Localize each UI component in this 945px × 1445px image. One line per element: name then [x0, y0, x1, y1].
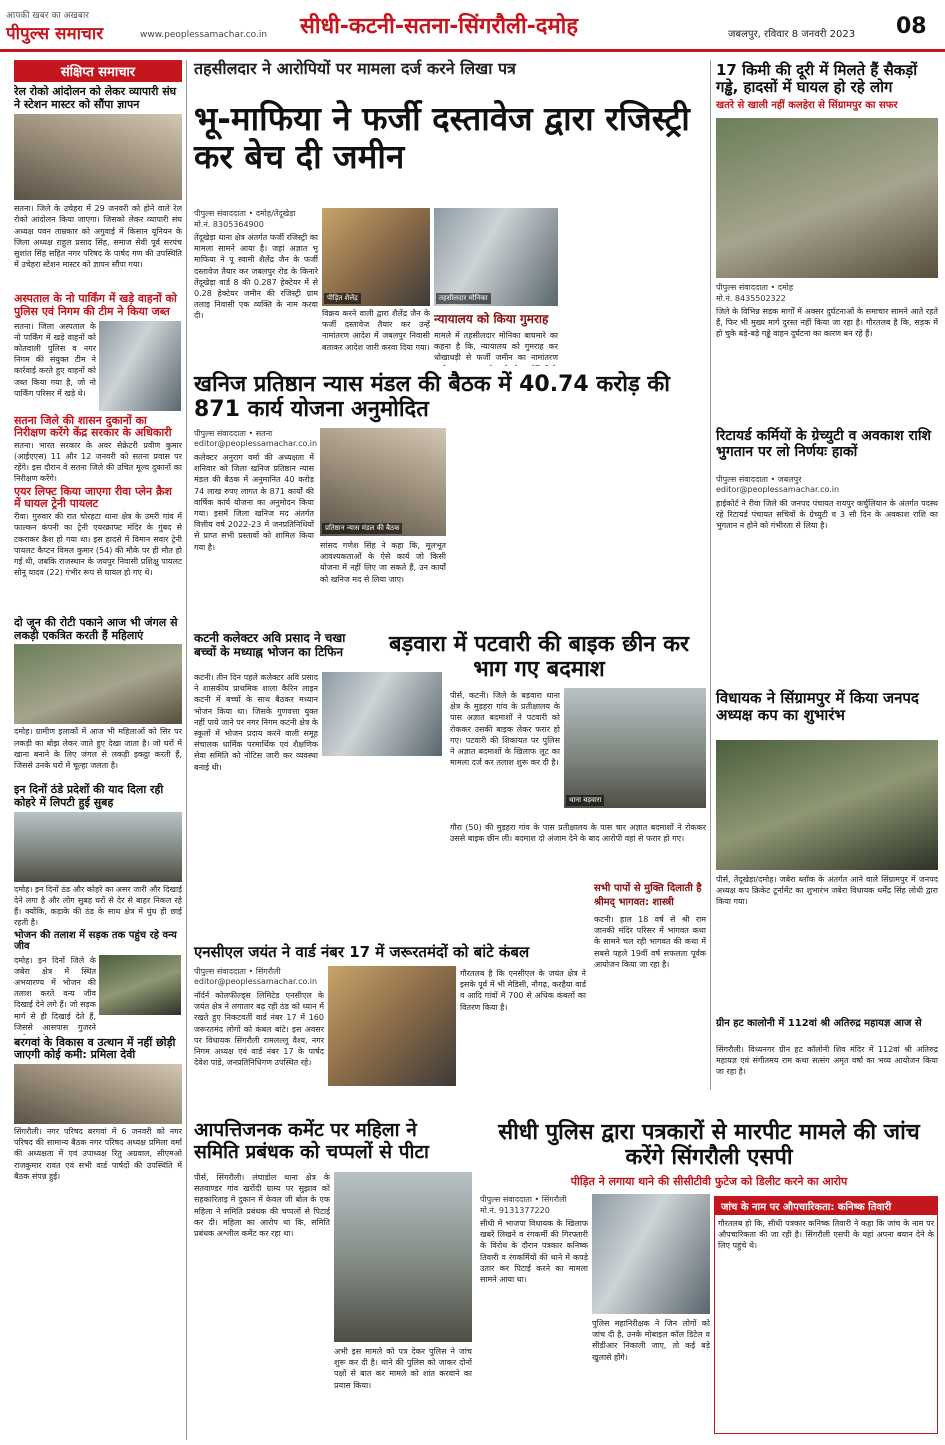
chappal-photo [334, 1172, 472, 1342]
khanij-email: editor@peoplessamachar.co.in [194, 439, 318, 448]
cricket-headline: विधायक ने सिंग्रामपुर में किया जनपद अध्यक्ष कप का शुभारंभ [716, 689, 919, 725]
brief-8-text: सिंगरौली। नगर परिषद बरगवां में 6 जनवरी को नगर परिषद की सामान्य बैठक नगर परिषद अध्यक्ष प्रमिला वर्मा की अध्यक्षता में एवं उपाध्यक्ष रितु अग्रवाल, सीएमओ राजकुमार रावत एवं सभी वार्ड पार्षदों की उपस्थिति में बैठक संपन्न हुई। [14, 1126, 182, 1181]
page-header [0, 0, 945, 52]
lead-mobile: मो.नं. 8305364900 [194, 220, 264, 229]
brief-4-text: रीवा। गुरुवार की रात चोरहटा थाना क्षेत्र के उमरी गांव में फाल्कन कंपनी का ट्रेनी एयरक्राफ्ट मंदिर के गुंबद से टकराकर क्रैश हो गया था। इस हादसे में विमान सवार ट्रेनी पायलट कैप्टन विमल कुमार (54) की मौके पर ही मौत हो गई थी, जबकि राजस्थान के जयपुर निवासी प्रशिक्षु पायलट सोनू यादव (22) गंभीर रूप से घायल हो गए थे। [14, 512, 182, 578]
dateline: जबलपुर, रविवार 8 जनवरी 2023 [728, 29, 856, 40]
masthead [6, 8, 103, 44]
brief-2-photo [99, 321, 181, 411]
briefs-section-title: संक्षिप्त समाचार [14, 60, 182, 82]
brief-6-photo [14, 812, 182, 882]
khanij-text-2: सांसद गणेश सिंह ने कहा कि, मूलभूत आवश्यकताओं के ऐसे कार्य जो किसी योजना में नहीं लिए जा सकते हैं, उन कार्यों को खनिज मद से लिया जाए। [320, 541, 446, 584]
badwara-photo-caption: थाना बड़वारा [566, 795, 604, 806]
badwara-text: पीर्स, कटनी। जिले के बड़वारा थाना क्षेत्र के मुड़हरा गांव के प्रतीक्षालय के पास अज्ञात बदमाशों ने पटवारी को रोककर उसकी बाइक लेकर फरार हो गए। पटवारी की शिकायत पर पुलिस ने अज्ञात बदमाशों के खिलाफ लूट का मामला दर्ज कर तलाश शुरू कर दी है। [450, 691, 560, 768]
bhagwat-text: कटनी। हाल 18 वर्ष से श्री राम जानकी मंदिर परिसर में भागवत कथा के सामने चल रही भागवत की कथा में सबसे पहले 19वीं वर्ष सफलता पूर्वक आयोजन किया जा रहा है। [594, 915, 706, 969]
brief-7-photo [99, 955, 181, 1015]
badwara-headline: बड़वारा में पटवारी की बाइक छीन कर भाग गए बदमाश [388, 632, 690, 683]
brief-8-headline: बरगवां के विकास व उत्थान में नहीं छोड़ी जाएगी कोई कमी: प्रमिला देवी [14, 1035, 176, 1062]
sidhi-byline: पीपुल्स संवाददाता • सिंगरौली [480, 1195, 567, 1204]
roads-byline: पीपुल्स संवाददाता • दमोह [716, 283, 794, 292]
badwara-text-2: गौरा (50) की मुड़हरा गांव के पास प्रतीक्षालय के पास चार अज्ञात बदमाशों ने रोककर उससे बाइक छीन ली। बदमाश दो अंजाम देने के बाद आरोपी वहां से फरार हो गए। [450, 823, 706, 844]
brief-3-headline: सतना जिले की शासन दुकानों का निरीक्षण करेंगे केंद्र सरकार के अधिकारी [14, 413, 172, 440]
ncl-headline: एनसीएल जयंत ने वार्ड नंबर 17 में जरूरतमंदों को बांटे कंबल [194, 943, 530, 961]
edition-cities: सीधी-कटनी-सतना-सिंगरौली-दमोह [300, 14, 579, 39]
gratuity-email: editor@peoplessamachar.co.in [716, 485, 840, 494]
yagya-text: सिंगरौली। विध्यनगर ग्रीन हट कॉलोनी शिव मंदिर में 112वां श्री अतिरुद्र महायज्ञ एवं संगीतमय राम कथा सत्संग अमृत वर्षा का भव्य आयोजन किया जा रहा है। [716, 1045, 938, 1077]
brief-1-headline: रेल रोको आंदोलन को लेकर व्यापारी संघ ने स्टेशन मास्टर को सौंपा ज्ञापन [14, 85, 177, 111]
katni-photo [322, 672, 442, 756]
lead-kicker: तहसीलदार ने आरोपियों पर मामला दर्ज करने लिखा पत्र [194, 59, 516, 78]
sidhi-mobile: मो.नं. 9131377220 [480, 1206, 550, 1215]
brief-2-headline: अस्पताल के नो पार्किंग में खड़े वाहनों को पुलिस एवं निगम की टीम ने किया जब्त [14, 292, 177, 318]
left-briefs-column [14, 60, 182, 1440]
lead-photo-tehsildar [434, 208, 558, 306]
brief-8-photo [14, 1064, 182, 1124]
brief-7-headline: भोजन की तलाश में सड़क तक पहुंच रहे वन्य जीव [14, 929, 177, 953]
sidhi-text: सीधी में भाजपा विधायक के खिलाफ खबरें लिखने व रंगकर्मी की गिरफ्तारी के विरोध के दौरान पत्रकार कनिष्क तिवारी व रंगकर्मियों की थाने में कपड़े उतार कर पिटाई करने का मामला सामने आया था। [480, 1219, 588, 1284]
brief-6-headline: इन दिनों ठंडे प्रदेशों की याद दिला रही कोहरे में लिपटी हुई सुबह [14, 783, 164, 810]
lead-headline: भू-माफिया ने फर्जी दस्तावेज द्वारा रजिस्ट्री कर बेच दी जमीन [194, 99, 690, 176]
brief-1-photo [14, 114, 182, 200]
khanij-photo [320, 428, 446, 536]
sidhi-byline-block [480, 1194, 610, 1216]
chappal-text-2: अभी इस मामले को पत्र देकर पुलिस ने जांच शुरू कर दी है। थाने की पुलिस को जाकर दोनों पक्षों से बात कर मामले को शांत करवाने का प्रयास किया। [334, 1347, 472, 1390]
khanij-text: कलेक्टर अनुराग वर्मा की अध्यक्षता में शनिवार को जिला खनिज प्रतिष्ठान न्यास मंडल की बैठक में अनुमानित 40 करोड़ 74 लाख रुपए लागत के 871 कार्यों की वार्षिक कार्य योजना का अनुमोदन किया गया। इसमें जिला खनिज मद अंतर्गत वित्तीय वर्ष 2022-23 में जनप्रतिनिधियों से प्राप्त सभी प्रस्तावों को शामिल किया गया है। [194, 453, 314, 552]
sidhi-sidebar-box [714, 1196, 938, 1434]
khanij-headline: खनिज प्रतिष्ठान न्यास मंडल की बैठक में 40.74 करोड़ की 871 कार्य योजना अनुमोदित [194, 372, 670, 423]
lead-photo-victim-caption: पीड़ित शैलेंद्र [324, 293, 361, 304]
brief-5-headline: दो जून की रोटी पकाने आज भी जंगल से लकड़ी एकत्रित करती हैं महिलाएं [14, 616, 178, 642]
sidhi-box-text: गौरतलब हो कि, सीधी पत्रकार कनिष्क तिवारी ने कहा कि जांच के नाम पर औपचारिकता की जा रही है। सिंगरौली एसपी के यहां अपना बयान देने के लिए पहुंचे थे। [718, 1219, 934, 1251]
brief-5-text: दमोह। ग्रामीण इलाकों में आज भी महिलाओं को सिर पर लकड़ी का बोझ लेकर जाते हुए देखा जाता है। जो घरों में खाना बनाने के लिए जंगल से लकड़ी इकट्ठा करती हैं, जिससे उनके घरों में चूल्हा जलता है। [14, 727, 182, 770]
brief-6-text: दमोह। इन दिनों ठंड और कोहरे का असर जारी और दिखाई देने लगा है और लोग सुबह घरों से देर से बाहर निकल रहे हैं। क्योंकि, कड़ाके की ठंड के साथ क्षेत्र में घुंध ही छाई रहती है। [14, 884, 182, 928]
ncl-text-2: गौरतलब है कि एनसीएल के जयंत क्षेत्र ने इसके पूर्व में भी मेडिसी, नौगढ़, करहैया वार्ड व आदि गांवों में 700 से अधिक कंबलों का वितरण किया है। [460, 969, 586, 1012]
gratuity-byline: पीपुल्स संवाददाता • जबलपुर [716, 475, 802, 484]
brief-1-text: सतना। जिले के उचेहरा में 29 जनवरी को होने वाले रेल रोको आंदोलन किया जाएगा। जिसको लेकर व्यापारी संघ अध्यक्ष पवन ताम्रकार को अगुवाई में किसान यूनियन के जिला अध्यक्ष राहुल प्रसाद सिंह, समाज सेवी पूर्व सरपंच सुशांत सिंह सहित नगर परिषद के पार्षद गण की उपस्थिति में उचेहरा स्टेशन मास्टर को ज्ञापन सौंपा गया। [14, 204, 182, 270]
bhagwat-subhead: सभी पापों से मुक्ति दिलाती है श्रीमद् भागवत: शास्त्री [594, 883, 702, 908]
sidhi-subhead: पीड़ित ने लगाया थाने की सीसीटीवी फुटेज को डिलीट करने का आरोप [570, 1175, 848, 1188]
gratuity-byline-block [716, 474, 938, 494]
sidhi-photo [592, 1194, 710, 1314]
lead-text-3: मामले में तहसीलदार मोनिका बाघमारे का कहना है कि, न्यायालय को गुमराह कर धोखाधड़ी से फर्जी जमीन का नामांतरण [434, 331, 558, 363]
roads-mobile: मो.नं. 8435502322 [716, 294, 786, 303]
brief-7-text: दमोह। इन दिनों जिले के जबेरा क्षेत्र में स्थित अभयारण्य में भोजन की तलाश करते वन्य जीव दिखाई देने लगे हैं। जो सड़क मार्ग से ही दिखाई देते हैं, जिससे आसपास गुजरने [14, 955, 96, 1032]
lead-photo-tehsildar-caption: तहसीलदार मोनिका [436, 293, 491, 304]
chappal-headline: आपत्तिजनक कमेंट पर महिला ने समिति प्रबंधक को चप्पलों से पीटा [194, 1119, 429, 1163]
brief-4-headline: एयर लिफ्ट किया जाएगा रीवा प्लेन क्रैश में घायल ट्रेनी पायलट [14, 484, 172, 511]
lead-byline: पीपुल्स संवाददाता • दमोह/तेंदूखेड़ा [194, 209, 296, 218]
masthead-title: पीपुल्स समाचार [6, 24, 104, 44]
yagya-headline: ग्रीन हट कालोनी में 112वां श्री अतिरुद्र महायज्ञ आज से [716, 1018, 922, 1029]
brief-5-photo [14, 644, 182, 724]
ncl-photo [328, 966, 456, 1086]
roads-text: जिले के विभिन्न सड़क मार्गों में अक्सर दुर्घटनाओं के समाचार सामने आते रहते हैं, फिर भी मुख्य मार्ग दुरस्त नहीं किया जा रहा है। गौरतलब है कि, सड़क में हो चुके बड़े-बड़े गड्ढे वाहन दुर्घटना का कारण बन रहे हैं। [716, 307, 938, 339]
lead-text-2: विक्रय करने वाली द्वारा शैलेंद्र जैन के फर्जी दस्तावेज तैयार कर उन्हें नामांतरण आदेश में जबलपुर निवासी बताकर आदेश जारी करवा दिया गया। [322, 309, 430, 352]
brief-2-text: सतना। जिला अस्पताल के नो पार्किंग में खड़े वाहनों को कोतवाली पुलिस व नगर निगम की संयुक्त टीम ने कार्रवाई करते हुए वाहनों को जब्त किया गया है, जो नो पार्किंग परिसर में खड़े थे। [14, 321, 96, 398]
cricket-photo [716, 740, 938, 870]
lead-subhead: न्यायालय को किया गुमराह [434, 312, 549, 326]
khanij-photo-caption: प्रतिष्ठान न्यास मंडल की बैठक [322, 523, 402, 534]
gratuity-text: हाईकोर्ट ने रीवा जिले की जनपद पंचायत रायपुर कर्चुलियान के अंतर्गत पदस्थ रहे रिटायर्ड पंचायत सचिवों के ग्रेच्युटी व 3 सौ दिन के अवकाश राशि का भुगतान न होने को गंभीरता से लिया है। [716, 499, 938, 531]
chappal-text: पीर्स, सिंगरौली। लंघाडोल थाना क्षेत्र के सतवाण्डर गांव खरोंदी ग्राम्य पर सुझाव को सहकारिताइ मे दुकान में केवल जी बोल के एक महिला ने समिति प्रबंधक की चप्पलों से पिटाई कर दी। महिला का आरोप था कि, समिति प्रबंधक अश्लील कमेंट कर रहा था। [194, 1173, 330, 1238]
column-divider [186, 60, 187, 1440]
column-divider [710, 60, 711, 1090]
cricket-text: पीर्स, तेंदूखेड़ा/दमोह। जबेरा ब्लॉक के अंतर्गत आने वाले सिंग्रामपुर में जनपद अध्यक्ष कप क्रिकेट टूर्नामेंट का शुभारंभ जबेरा विधायक धर्मेंद्र सिंह लोधी द्वारा किया गया। [716, 875, 938, 907]
ncl-text: नॉर्दर्न कोलफील्ड्स लिमिटेड एनसीएल के जयंत क्षेत्र ने लगातार बढ़ रही ठंड को ध्यान में रखते हुए निकटवर्ती वार्ड नंबर 17 में 160 जरूरतमंद लोगों को कंबल बांटे। इस अवसर पर विधायक सिंगरौली रामलल्लू वैश्य, नगर निगम अध्यक्ष एवं वार्ड नंबर 17 के पार्षद देवेश पांडे, जनप्रतिनिधिगण उपस्थित रहे। [194, 991, 324, 1068]
badwara-photo [564, 688, 706, 808]
katni-headline: कटनी कलेक्टर अवि प्रसाद ने चखा बच्चों के मध्याह्न भोजन का टिफिन [194, 631, 346, 659]
sidhi-text-2: पुलिस महानिरीक्षक ने जिन लोगों को जांच दी है, उनके मोबाइल कॉल डिटेल व सीडीआर निकाली जाए, तो कई बड़े खुलासे होंगे। [592, 1319, 710, 1362]
gratuity-headline: रिटायर्ड कर्मियों के ग्रेच्युटी व अवकाश राशि भुगतान पर लो निर्णयः हाकों [716, 428, 932, 461]
roads-headline: 17 किमी की दूरी में मिलते हैं सैकड़ों गड्ढे, हादसों में घायल हो रहे लोग [716, 61, 918, 97]
masthead-tagline: आपकी खबर का अखबार [6, 11, 89, 21]
lead-byline-block [194, 208, 314, 230]
sidhi-box-head: जांच के नाम पर औपचारिकता: कनिष्क तिवारी [715, 1197, 937, 1215]
katni-text: कटनी। तीन दिन पहले कलेक्टर अवि प्रसाद ने शासकीय प्राथमिक शाला कैरिन लाइन कटनी में बच्चों के साथ बैठकर मध्यान भोजन किया था। जिसके गुणवत्ता युक्त नहीं पाये जाने पर नगर निगम कटनी क्षेत्र के स्कूलों में भोजन प्रदाय करने वाली समूह संचालक धार्मिक परमार्थिक एवं शैक्षणिक सेवा समिति को नोटिस जारी कर व्यवस्था बनाई थी। [194, 673, 318, 772]
ncl-email: editor@peoplessamachar.co.in [194, 977, 318, 986]
khanij-byline: पीपुल्स संवाददाता • सतना [194, 429, 273, 438]
lead-photo-victim [322, 208, 430, 306]
brief-3-text: सतना। भारत सरकार के अवर सेक्रेटरी प्रवीण कुमार (आईएएस) 11 और 12 जनवरी को सतना प्रवास पर रहेंगे। इस दौरान वे सतना जिले की उचित मूल्य दुकानों का निरीक्षण करेंगे। [14, 440, 182, 484]
roads-photo [716, 118, 938, 278]
roads-subhead: खतरे से खाली नहीं कलहेरा से सिंग्रामपुर का सफर [716, 100, 898, 111]
ncl-byline: पीपुल्स संवाददाता • सिंगरौली [194, 967, 281, 976]
page-number: 08 [896, 14, 927, 39]
roads-byline-block [716, 282, 826, 304]
lead-text-1: तेंदूखेड़ा थाना क्षेत्र अंतर्गत फर्जी रजिस्ट्री का मामला सामने आया है। जहां अज्ञात भू माफिया ने पू स्वामी शैलेंद्र जैन के फर्जी दस्तावेज तैयार कर जबलपुर रोड के किनारे तेंदूखेड़ा वार्ड 8 की 0.287 हेक्टेयर में से 0.28 हेक्टेयर जमीन की रजिस्ट्री ग्राम तलाइ निवासी एक व्यक्ति के नाम करवा दी। [194, 233, 318, 321]
sidhi-headline: सीधी पुलिस द्वारा पत्रकारों से मारपीट मामले की जांच करेंगे सिंगरौली एसपी [498, 1120, 920, 1171]
website-url: www.peoplessamachar.co.in [140, 30, 268, 40]
